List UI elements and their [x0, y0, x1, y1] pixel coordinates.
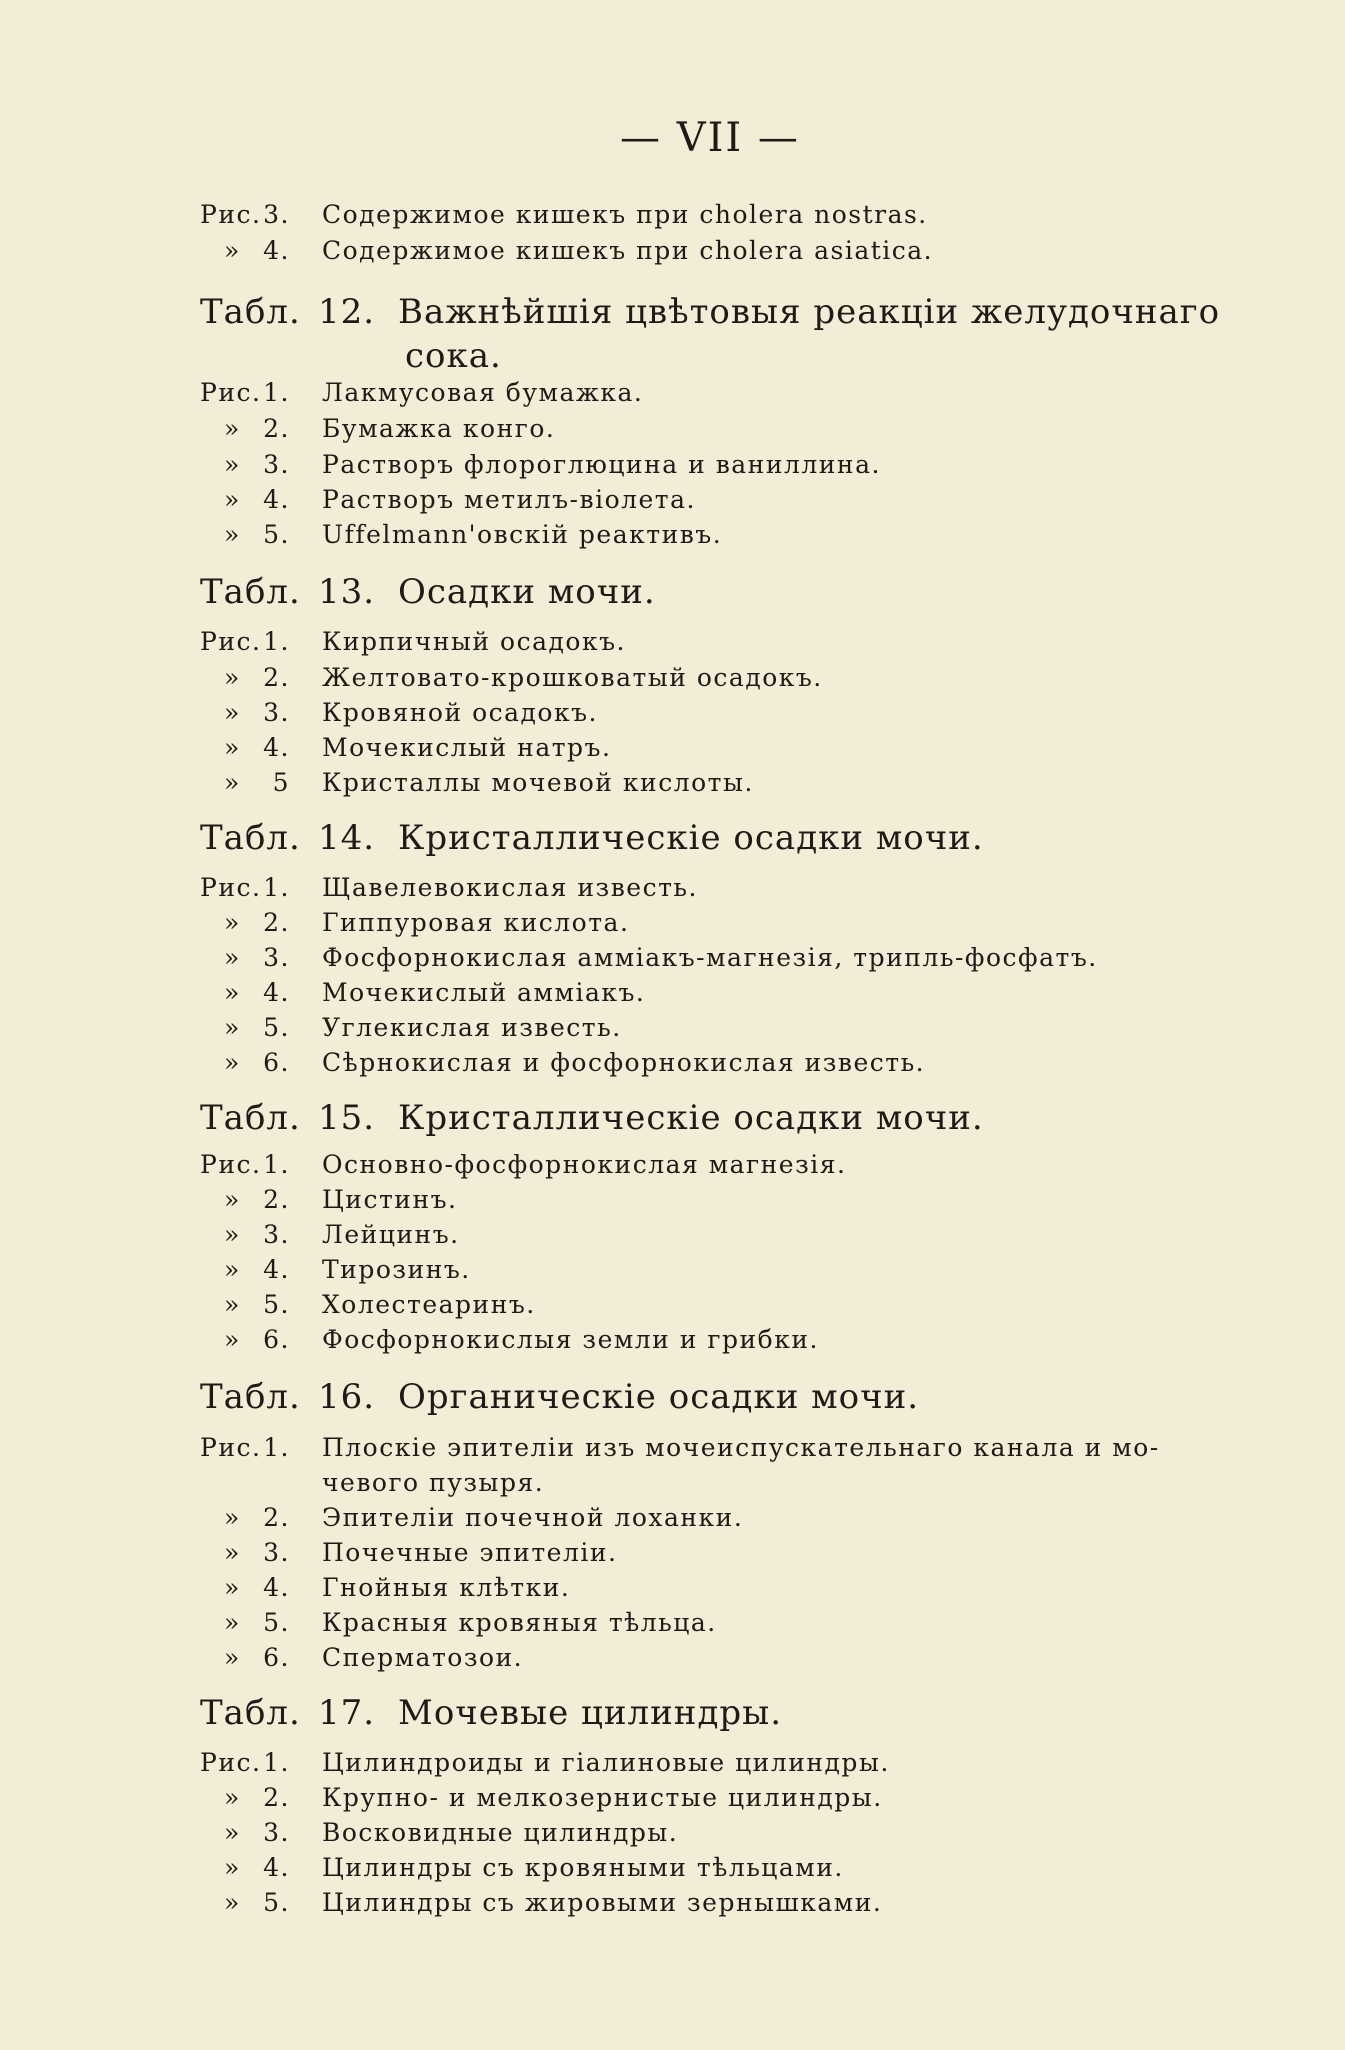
entry-text: Важнѣйшія цвѣтовыя реакціи желудочнаго — [398, 292, 1221, 332]
entry-number: 1. — [263, 1433, 290, 1462]
figure-entry — [200, 1325, 1280, 1357]
entry-number: 14. — [318, 818, 376, 858]
entry-text: Осадки мочи. — [398, 572, 656, 612]
entry-text: Гиппуровая кислота. — [322, 908, 630, 937]
figure-label: Рис. — [200, 627, 262, 656]
figure-label: » — [224, 1503, 241, 1532]
figure-label: Рис. — [200, 873, 262, 902]
entry-text: Эпителіи почечной лоханки. — [322, 1503, 744, 1532]
entry-number: 4. — [263, 1853, 290, 1882]
table-heading — [200, 818, 1280, 860]
entry-number: 1. — [263, 627, 290, 656]
figure-entry — [200, 768, 1280, 800]
figure-label: » — [224, 1325, 241, 1354]
entry-text: Органическіе осадки мочи. — [398, 1377, 920, 1417]
entry-text: Крупно- и мелкозернистые цилиндры. — [322, 1783, 883, 1812]
figure-entry — [200, 908, 1280, 940]
entry-text: Цистинъ. — [322, 1185, 458, 1214]
entry-text: Фосфорнокислая амміакъ-магнезія, трипль-фосфатъ. — [322, 943, 1098, 972]
entry-number: 4. — [263, 485, 290, 514]
figure-entry — [200, 1150, 1280, 1182]
figure-entry — [200, 1783, 1280, 1815]
figure-label: » — [224, 1013, 241, 1042]
figure-label: » — [224, 1643, 241, 1672]
entry-number: 4. — [263, 1573, 290, 1602]
entry-number: 2. — [263, 1783, 290, 1812]
entry-text: Щавелевокислая известь. — [322, 873, 698, 902]
figure-entry — [200, 1888, 1280, 1920]
entry-text: Мочекислый амміакъ. — [322, 978, 646, 1007]
figure-entry — [200, 485, 1280, 517]
entry-text: Uffelmann'овскій реактивъ. — [322, 520, 723, 549]
figure-label: » — [224, 1538, 241, 1567]
figure-entry — [200, 733, 1280, 765]
entry-text: Растворъ метилъ-віолета. — [322, 485, 696, 514]
entry-number: 5. — [263, 1013, 290, 1042]
entry-text: Основно-фосфорнокислая магнезія. — [322, 1150, 847, 1179]
entry-number: 4. — [263, 733, 290, 762]
figure-label: » — [224, 908, 241, 937]
entry-number: 2. — [263, 663, 290, 692]
entry-number: 5. — [263, 1290, 290, 1319]
entry-text: чевого пузыря. — [322, 1468, 545, 1497]
figure-label: » — [224, 1783, 241, 1812]
entry-text: Мочевые цилиндры. — [398, 1693, 783, 1733]
table-label: Табл. — [200, 1377, 301, 1417]
figure-entry — [200, 1608, 1280, 1640]
figure-label: » — [224, 1573, 241, 1602]
entry-number: 12. — [318, 292, 376, 332]
table-heading — [200, 1098, 1280, 1140]
entry-number: 5 — [272, 768, 290, 797]
entry-text: Плоскіе эпителіи изъ мочеиспускательнаго канала и мо- — [322, 1433, 1160, 1462]
figure-entry — [200, 450, 1280, 482]
entry-text: Сѣрнокислая и фосфорнокислая известь. — [322, 1048, 926, 1077]
figure-entry — [200, 1853, 1280, 1885]
figure-entry — [200, 943, 1280, 975]
entry-text: Цилиндры съ кровяными тѣльцами. — [322, 1853, 844, 1882]
entry-number: 16. — [318, 1377, 376, 1417]
entry-text: Растворъ флороглюцина и ваниллина. — [322, 450, 881, 479]
figure-label: » — [224, 1818, 241, 1847]
figure-label: » — [224, 978, 241, 1007]
figure-entry — [200, 1048, 1280, 1080]
entry-number: 6. — [263, 1325, 290, 1354]
figure-label: » — [224, 520, 241, 549]
figure-label: » — [224, 1185, 241, 1214]
entry-text: Кристаллы мочевой кислоты. — [322, 768, 754, 797]
figure-entry — [200, 1748, 1280, 1780]
figure-entry — [200, 1538, 1280, 1570]
entry-number: 6. — [263, 1643, 290, 1672]
figure-entry — [200, 1468, 1280, 1500]
entry-number: 15. — [318, 1098, 376, 1138]
figure-entry — [200, 1013, 1280, 1045]
table-label: Табл. — [200, 1098, 301, 1138]
entry-number: 2. — [263, 1185, 290, 1214]
table-label: Табл. — [200, 292, 301, 332]
entry-number: 4. — [263, 978, 290, 1007]
entry-text: сока. — [405, 336, 502, 376]
figure-label: Рис. — [200, 200, 262, 229]
entry-text: Содержимое кишекъ при cholera asiatica. — [322, 236, 934, 265]
entry-text: Кристаллическіе осадки мочи. — [398, 1098, 984, 1138]
entry-number: 1. — [263, 1748, 290, 1777]
figure-entry — [200, 1573, 1280, 1605]
page-number: — VII — — [620, 115, 800, 161]
entry-text: Гнойныя клѣтки. — [322, 1573, 571, 1602]
entry-text: Лейцинъ. — [322, 1220, 460, 1249]
entry-number: 5. — [263, 1608, 290, 1637]
figure-label: » — [224, 1608, 241, 1637]
figure-label: Рис. — [200, 1150, 262, 1179]
figure-label: » — [224, 1853, 241, 1882]
entry-number: 13. — [318, 572, 376, 612]
figure-label: » — [224, 485, 241, 514]
figure-label: » — [224, 1290, 241, 1319]
figure-label: » — [224, 768, 241, 797]
figure-entry — [200, 200, 1280, 232]
figure-entry — [200, 1290, 1280, 1322]
entry-number: 4. — [263, 1255, 290, 1284]
entry-number: 2. — [263, 908, 290, 937]
entry-number: 17. — [318, 1693, 376, 1733]
entry-text: Содержимое кишекъ при cholera nostras. — [322, 200, 928, 229]
figure-label: Рис. — [200, 378, 262, 407]
table-heading — [200, 336, 1280, 378]
entry-text: Холестеаринъ. — [322, 1290, 536, 1319]
entry-text: Фосфорнокислыя земли и грибки. — [322, 1325, 819, 1354]
figure-entry — [200, 978, 1280, 1010]
figure-label: » — [224, 414, 241, 443]
entry-number: 3. — [263, 200, 290, 229]
entry-text: Цилиндры съ жировыми зернышками. — [322, 1888, 883, 1917]
figure-label: » — [224, 943, 241, 972]
entry-text: Сперматозои. — [322, 1643, 524, 1672]
entry-number: 6. — [263, 1048, 290, 1077]
figure-label: » — [224, 1888, 241, 1917]
entry-text: Цилиндроиды и гіалиновые цилиндры. — [322, 1748, 890, 1777]
figure-label: » — [224, 663, 241, 692]
entry-text: Мочекислый натръ. — [322, 733, 612, 762]
table-label: Табл. — [200, 818, 301, 858]
entry-text: Тирозинъ. — [322, 1255, 471, 1284]
entry-text: Почечные эпителіи. — [322, 1538, 618, 1567]
figure-entry — [200, 873, 1280, 905]
entry-number: 3. — [263, 1220, 290, 1249]
entry-number: 3. — [263, 943, 290, 972]
entry-number: 3. — [263, 450, 290, 479]
entry-number: 1. — [263, 873, 290, 902]
entry-number: 2. — [263, 1503, 290, 1532]
entry-text: Красныя кровяныя тѣльца. — [322, 1608, 717, 1637]
entry-number: 4. — [263, 236, 290, 265]
table-label: Табл. — [200, 572, 301, 612]
entry-text: Восковидные цилиндры. — [322, 1818, 679, 1847]
figure-entry — [200, 698, 1280, 730]
entry-number: 2. — [263, 414, 290, 443]
entry-text: Желтовато-крошковатый осадокъ. — [322, 663, 823, 692]
figure-label: » — [224, 733, 241, 762]
entry-text: Углекислая известь. — [322, 1013, 622, 1042]
entry-text: Кровяной осадокъ. — [322, 698, 598, 727]
table-heading — [200, 1377, 1280, 1419]
figure-label: » — [224, 1255, 241, 1284]
entry-number: 5. — [263, 520, 290, 549]
figure-entry — [200, 378, 1280, 410]
entry-text: Кирпичный осадокъ. — [322, 627, 626, 656]
table-heading — [200, 1693, 1280, 1735]
figure-label: » — [224, 1048, 241, 1077]
figure-label: » — [224, 1220, 241, 1249]
figure-entry — [200, 236, 1280, 268]
figure-entry — [200, 1255, 1280, 1287]
entry-number: 1. — [263, 1150, 290, 1179]
figure-entry — [200, 1503, 1280, 1535]
figure-entry — [200, 627, 1280, 659]
entry-text: Лакмусовая бумажка. — [322, 378, 644, 407]
figure-entry — [200, 1433, 1280, 1465]
figure-label: Рис. — [200, 1748, 262, 1777]
table-heading — [200, 572, 1280, 614]
entry-number: 3. — [263, 698, 290, 727]
table-label: Табл. — [200, 1693, 301, 1733]
figure-entry — [200, 1643, 1280, 1675]
figure-entry — [200, 1185, 1280, 1217]
entry-number: 3. — [263, 1818, 290, 1847]
figure-label: » — [224, 450, 241, 479]
figure-label: » — [224, 236, 241, 265]
entry-text: Бумажка конго. — [322, 414, 556, 443]
figure-entry — [200, 1220, 1280, 1252]
entry-number: 1. — [263, 378, 290, 407]
entry-number: 3. — [263, 1538, 290, 1567]
figure-label: Рис. — [200, 1433, 262, 1462]
entry-text: Кристаллическіе осадки мочи. — [398, 818, 984, 858]
entry-number: 5. — [263, 1888, 290, 1917]
figure-entry — [200, 414, 1280, 446]
figure-entry — [200, 663, 1280, 695]
figure-entry — [200, 1818, 1280, 1850]
figure-entry — [200, 520, 1280, 552]
figure-label: » — [224, 698, 241, 727]
table-heading — [200, 292, 1280, 334]
